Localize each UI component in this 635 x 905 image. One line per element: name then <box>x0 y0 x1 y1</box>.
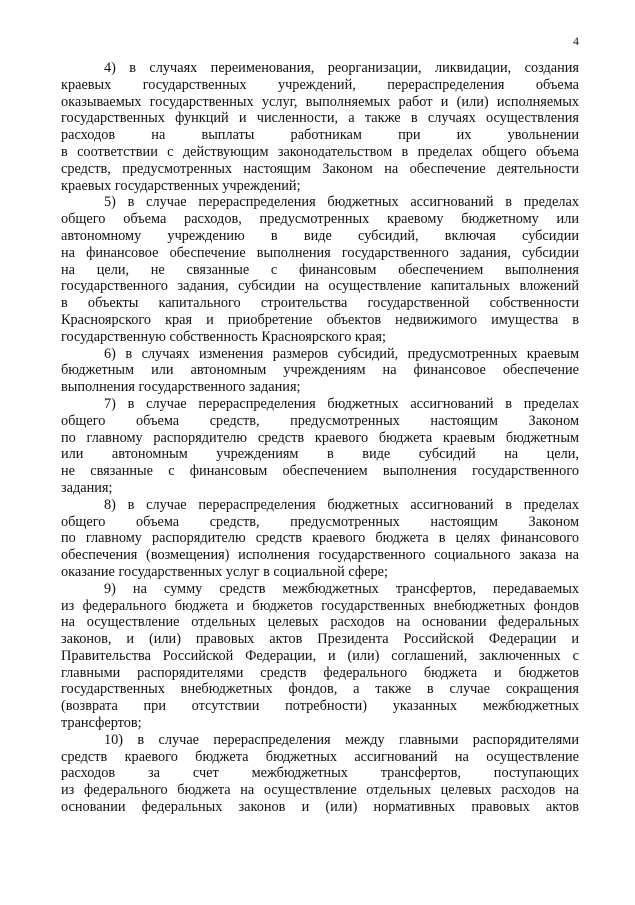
text-line: 10) в случае перераспределения между главными распорядителями <box>104 731 579 748</box>
text-line: основании федеральных законов и (или) нормативных правовых актов <box>61 799 579 816</box>
text-line: из федерального бюджета на осуществление отдельных целевых расходов на <box>61 782 579 799</box>
text-line: 9) на сумму средств межбюджетных трансфертов, передаваемых <box>104 580 579 597</box>
text-line: в соответствии с действующим законодательством в пределах общего объема <box>61 143 579 160</box>
text-line: 8) в случае перераспределения бюджетных ассигнований в пределах <box>104 496 579 513</box>
text-line: автономному учреждению в виде субсидий, включая субсидии <box>61 227 579 244</box>
text-line: 4) в случаях переименования, реорганизации, ликвидации, создания <box>104 60 579 76</box>
text-line: средств, предусмотренных настоящим Законом на обеспечение деятельности <box>61 160 579 177</box>
text-line: расходов на выплаты работникам при их увольнении <box>61 127 579 144</box>
text-line: на финансовое обеспечение выполнения государственного задания, субсидии <box>61 244 579 261</box>
text-line: или автономным учреждениям в виде субсидий на цели, <box>61 446 579 463</box>
text-line: (возврата при отсутствии потребности) указанных межбюджетных <box>61 698 579 715</box>
text-line: Правительства Российской Федерации, и (или) соглашений, заключенных с <box>61 647 579 664</box>
text-line: главными распорядителями средств федерального бюджета и бюджетов <box>61 664 579 681</box>
text-line: по главному распорядителю средств краевого бюджета краевым бюджетным <box>61 429 579 446</box>
text-line: общего объема расходов, предусмотренных краевому бюджетному или <box>61 211 579 228</box>
text-line: бюджетным или автономным учреждениям на финансовое обеспечение <box>61 362 579 379</box>
text-line: Красноярского края и приобретение объектов недвижимого имущества в <box>61 311 579 328</box>
text-line: краевых государственных учреждений; <box>61 177 301 194</box>
text-line: государственного задания, субсидии на осуществление капитальных вложений <box>61 278 579 295</box>
text-line: государственную собственность Красноярского края; <box>61 328 386 345</box>
text-line: общего объема средств, предусмотренных настоящим Законом <box>61 513 579 530</box>
text-line: 6) в случаях изменения размеров субсидий, предусмотренных краевым <box>104 345 579 362</box>
text-line: трансфертов; <box>61 715 142 732</box>
text-line: задания; <box>61 479 113 496</box>
text-line: средств краевого бюджета бюджетных ассигнований на осуществление <box>61 748 579 765</box>
document-body <box>61 60 579 816</box>
text-line: 5) в случае перераспределения бюджетных ассигнований в пределах <box>104 194 579 211</box>
text-line: на цели, не связанные с финансовым обеспечением выполнения <box>61 261 579 278</box>
text-line: обеспечения (возмещения) исполнения государственного социального заказа на <box>61 547 579 564</box>
text-line: краевых государственных учреждений, перераспределения объема <box>61 76 579 93</box>
text-line: 7) в случае перераспределения бюджетных ассигнований в пределах <box>104 395 579 412</box>
text-line: расходов за счет межбюджетных трансфертов, поступающих <box>61 765 579 782</box>
text-line: на осуществление отдельных целевых расходов на основании федеральных <box>61 614 579 631</box>
text-line: по главному распорядителю средств краевого бюджета в целях финансового <box>61 530 579 547</box>
text-line: оказываемых государственных услуг, выполняемых работ и (или) исполняемых <box>61 93 579 110</box>
text-line: в объекты капитального строительства государственной собственности <box>61 295 579 312</box>
text-line: из федерального бюджета и бюджетов государственных внебюджетных фондов <box>61 597 579 614</box>
text-line: общего объема средств, предусмотренных настоящим Законом <box>61 412 579 429</box>
text-line: оказание государственных услуг в социальной сфере; <box>61 563 388 580</box>
text-line: законов, и (или) правовых актов Президента Российской Федерации и <box>61 631 579 648</box>
text-line: не связанные с финансовым обеспечением выполнения государственного <box>61 463 579 480</box>
text-line: выполнения государственного задания; <box>61 379 301 396</box>
text-line: государственных внебюджетных фондов, а также в случае сокращения <box>61 681 579 698</box>
text-line: государственных функций и численности, а также в случаях осуществления <box>61 110 579 127</box>
page-number: 4 <box>573 34 579 48</box>
